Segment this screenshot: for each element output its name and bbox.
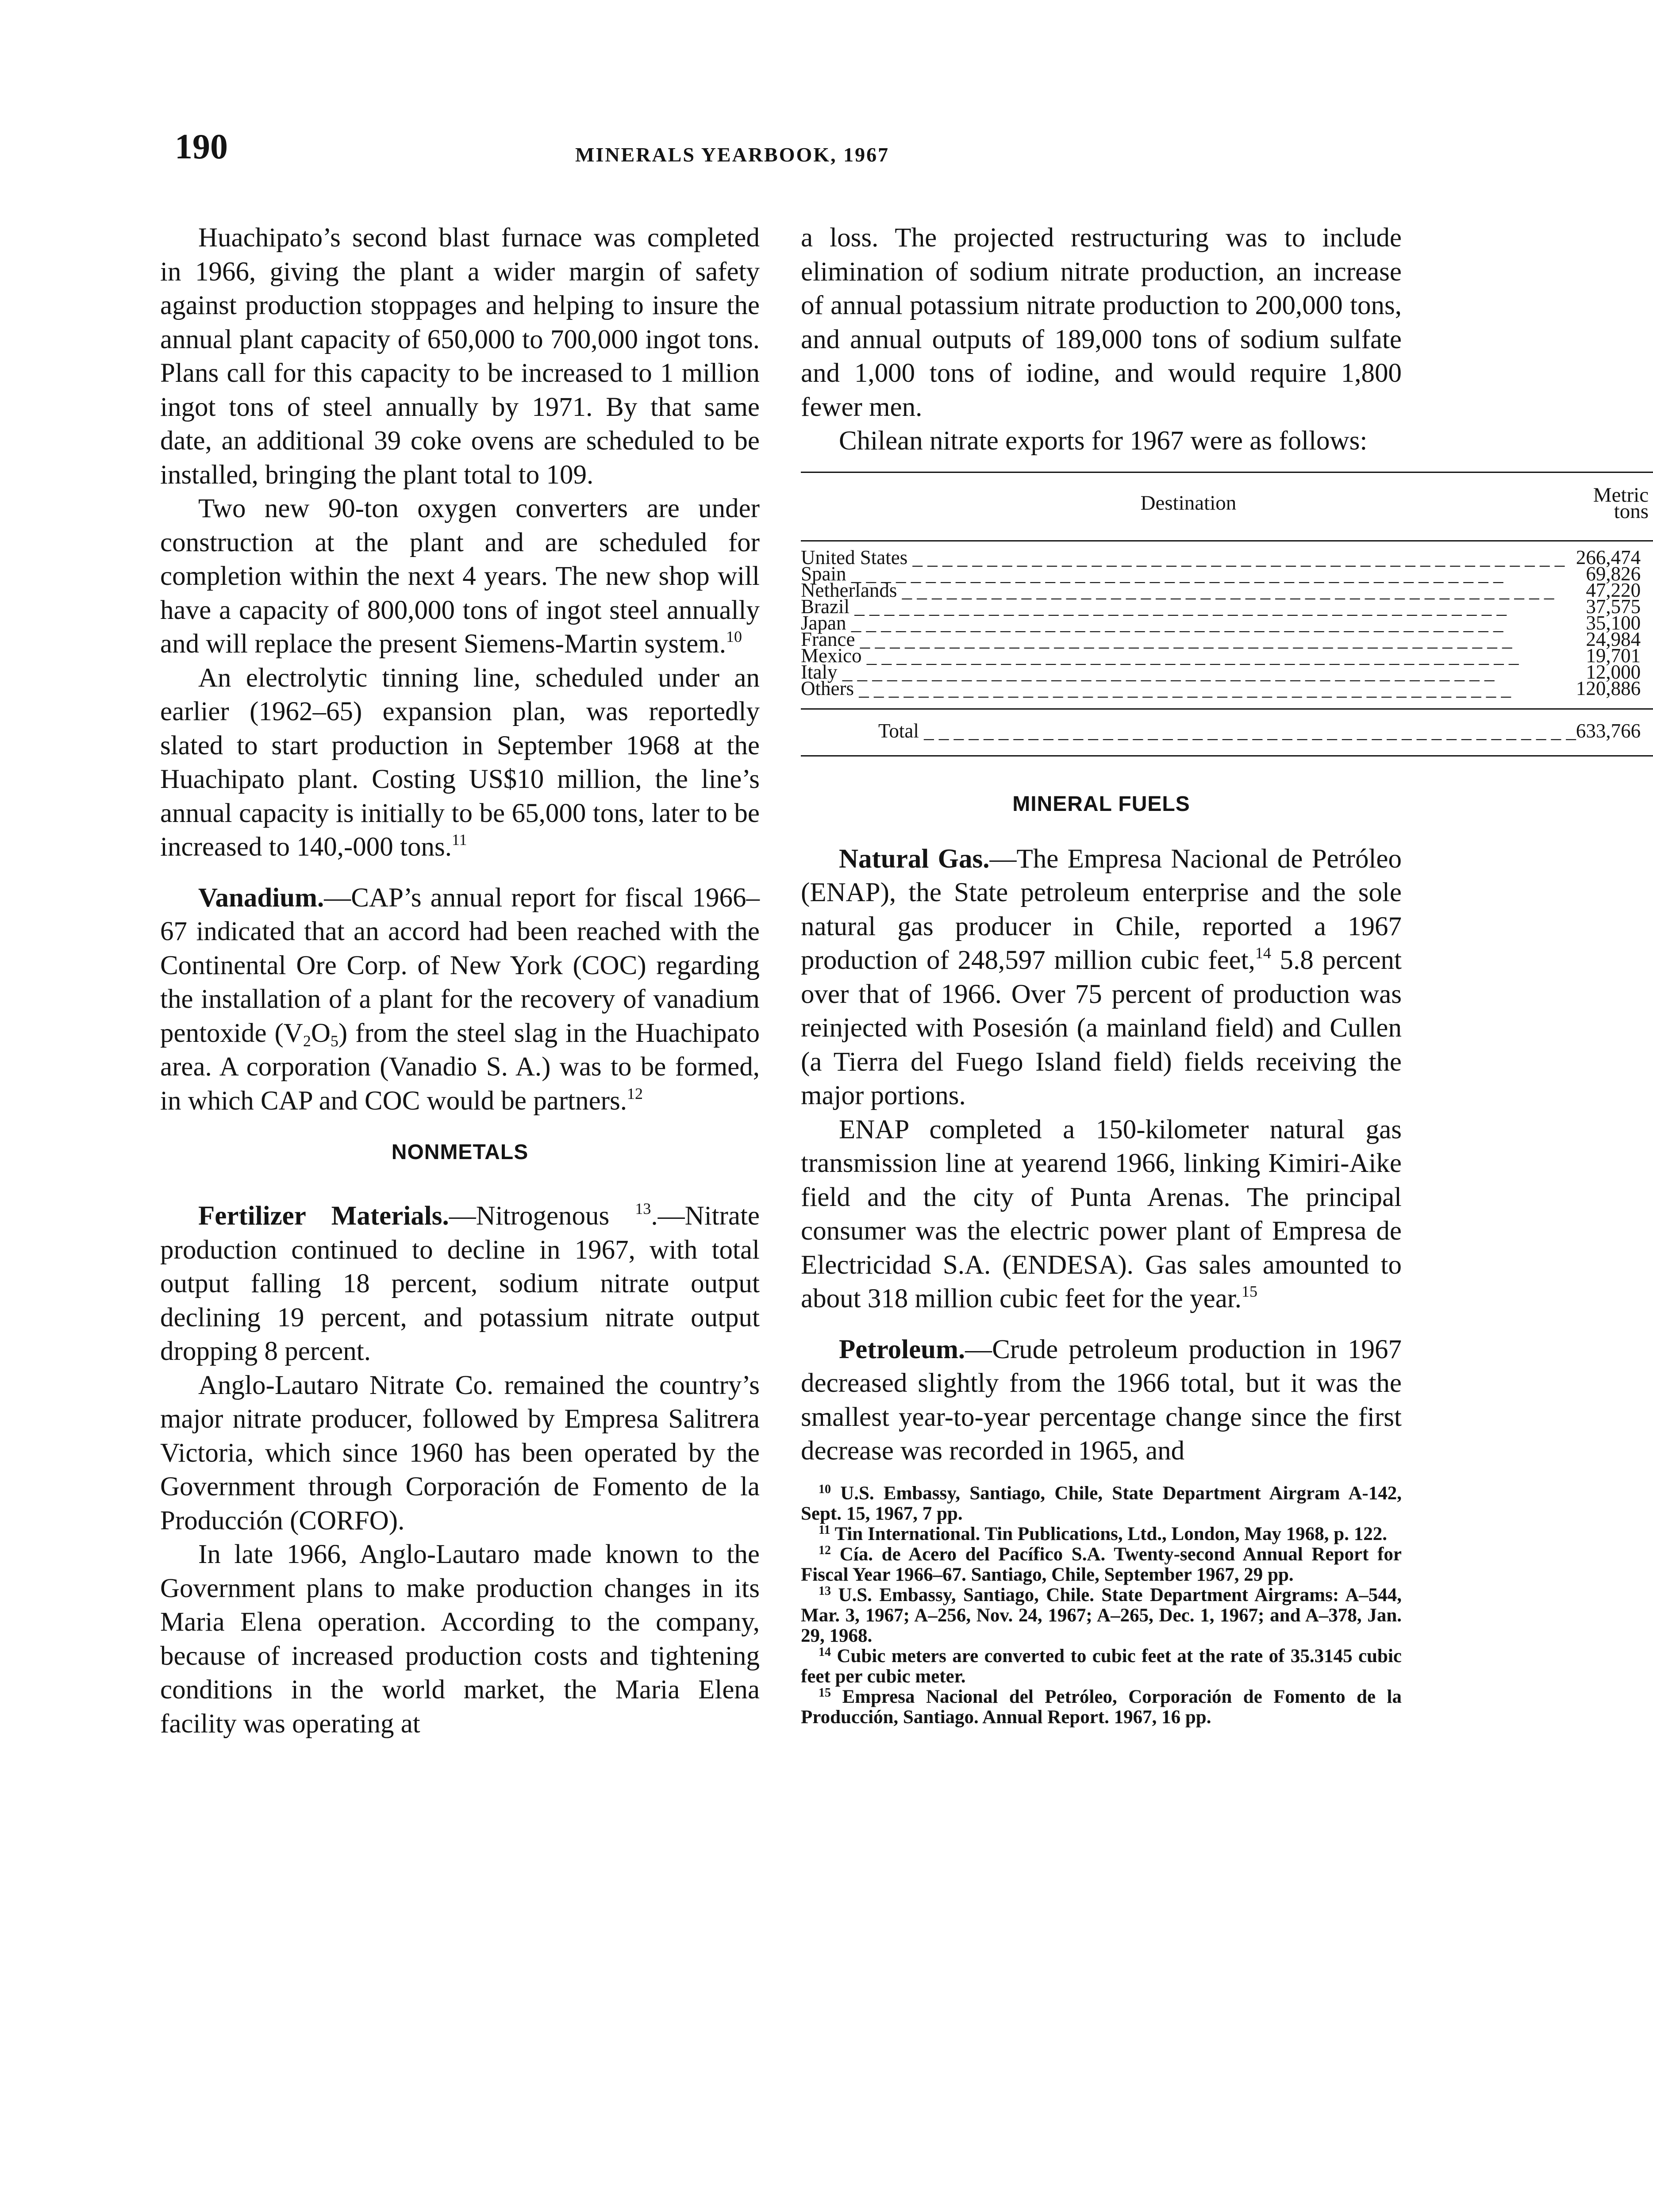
cell-tons: 266,474 [1576, 546, 1641, 568]
paragraph-text: ENAP completed a 150-kilometer natural gas transmission line at yearend 1966, linking Kimiri-Aike field and the city of Punta Arenas. The principal consumer was the electric power plant of Empresa de Electricidad S.A. (ENDESA). Gas sales amounted to about 318 million cubic feet for the year. [801, 1114, 1402, 1313]
paragraph-text: —Nitrogenous [449, 1201, 635, 1231]
paragraph-text: O [311, 1018, 331, 1048]
paragraph-petroleum [801, 1333, 1402, 1468]
footnote [801, 1646, 1402, 1687]
paragraph-text: .—Nitrate production continued to decline in 1967, with total output falling 18 percent, sodium nitrate output declining 19 percent, and potassium nitrate output dropping 8 percent. [160, 1201, 760, 1366]
paragraph-text: ) from the steel slag in the Huachipato area. A corporation (Vanadio S. A.) was to be formed, in which CAP and COC would be partners. [160, 1018, 760, 1116]
cell-total-label: Total _ _ _ [878, 720, 1576, 742]
cell-destination: Italy _ _ _ [801, 661, 1494, 683]
paragraph-blast-furnace: Huachipato’s second blast furnace was completed in 1966, giving the plant a wider margin of safety against production stoppages and helping to insure the annual plant capacity of 650,000 to 700,000 ingot tons. Plans call for this capacity to be increased to 1 million ingot tons of steel annually by 1971. By that same date, an additional 39 coke ovens are scheduled to be installed, bringing the plant total to 109. [160, 223, 760, 490]
paragraph-text: Two new 90-ton oxygen converters are under construction at the plant and are scheduled for completion within the next 4 years. The new shop will have a capacity of 800,000 tons of ingot steel annually and will replace the present Siemens-Martin system. [160, 494, 760, 659]
subscript: 5 [330, 1032, 338, 1050]
footnote-text: U.S. Embassy, Santiago, Chile, State Department Airgram A-142, Sept. 15, 1967, 7 pp. [801, 1482, 1402, 1524]
cell-destination: Others _ _ _ [801, 677, 1511, 699]
footnote-ref: 10 [726, 628, 742, 645]
paragraph-vanadium [160, 881, 760, 1118]
footnote-ref: 12 [627, 1084, 643, 1102]
footnote [801, 1483, 1402, 1524]
paragraph-natural-gas [801, 842, 1402, 1113]
footnote-number: 10 [819, 1482, 831, 1496]
paragraph-oxygen-converters [160, 492, 760, 661]
paragraph-fertilizer [160, 1199, 760, 1369]
cell-destination: Brazil _ _ _ [801, 595, 1507, 618]
cell-destination: France _ _ _ [801, 628, 1512, 650]
cell-tons: 47,220 [1586, 579, 1641, 601]
footnote-text: U.S. Embassy, Santiago, Chile. State Department Airgrams: A–544, Mar. 3, 1967; A–256, Nov. 24, 1967; A–265, Dec. 1, 1967; and A–378, Jan. 29, 1968. [801, 1584, 1402, 1646]
table-row [801, 541, 1653, 566]
table-row [801, 680, 1653, 709]
cell-destination: Netherlands _ _ _ [801, 579, 1554, 601]
footnote-text: Tin International. Tin Publications, Ltd., London, May 1968, p. 122. [834, 1523, 1387, 1544]
paragraph-enap [801, 1113, 1402, 1316]
paragraph-text: An electrolytic tinning line, scheduled under an earlier (1962–65) expansion plan, was reportedly slated to start production in September 1968 at the Huachipato plant. Costing US$10 million, the line’s annual capacity is initially to be 65,000 tons, later to be increased to 140,-000 tons. [160, 663, 760, 862]
footnote-text: Cubic meters are converted to cubic feet at the rate of 35.3145 cubic feet per cubic meter. [801, 1645, 1402, 1687]
footnote-text: Empresa Nacional del Petróleo, Corporación de Fomento de la Producción, Santiago. Annual Report. 1967, 16 pp. [801, 1686, 1402, 1728]
footnote-ref: 11 [452, 831, 467, 849]
run-in-heading-petroleum: Petroleum. [839, 1334, 965, 1364]
cell-tons: 12,000 [1586, 661, 1641, 683]
column-header-destination: Destination [801, 472, 1576, 541]
footnote [801, 1524, 1402, 1544]
cell-tons: 35,100 [1586, 611, 1641, 634]
paragraph-continuation: a loss. The projected restructuring was to include elimination of sodium nitrate production, an increase of annual potassium nitrate production to 200,000 tons, and annual outputs of 189,000 tons of sodium sulfate and 1,000 tons of iodine, and would require 1,800 fewer men. [801, 223, 1402, 422]
footnote-ref: 13 [635, 1200, 651, 1217]
footnote [801, 1687, 1402, 1728]
footnote-text: Cía. de Acero del Pacífico S.A. Twenty-second Annual Report for Fiscal Year 1966–67. Santiago, Chile, September 1967, 29 pp. [801, 1544, 1402, 1585]
cell-tons: 24,984 [1586, 628, 1641, 650]
footnote [801, 1544, 1402, 1585]
cell-tons: 19,701 [1586, 644, 1641, 667]
footnote-number: 15 [819, 1686, 831, 1700]
column-header-metric-tons: Metric tons [1576, 472, 1653, 541]
footnote-number: 11 [819, 1523, 830, 1537]
footnote-ref: 14 [1255, 944, 1271, 962]
paragraph-text: —The Empresa Nacional de Petróleo (ENAP), the State petroleum enterprise and the sole natural gas producer in Chile, reported a 1967 production of 248,597 million cubic feet, [801, 844, 1402, 975]
paragraph-text: 5.8 percent over that of 1966. Over 75 percent of production was reinjected with Posesión (a mainland field) and Cullen (a Tierra del Fuego Island field) fields receiving the major portions. [801, 945, 1402, 1110]
paragraph-exports-intro: Chilean nitrate exports for 1967 were as follows: [839, 426, 1368, 456]
paragraph-late-1966: In late 1966, Anglo-Lautaro made known to the Government plans to make production changes in its Maria Elena operation. According to the company, because of increased production costs and tightening conditions in the world market, the Maria Elena facility was operating at [160, 1540, 760, 1739]
footnote-ref: 15 [1242, 1283, 1258, 1300]
paragraph-text: —Crude petroleum production in 1967 decreased slightly from the 1966 total, but it was the smallest year-to-year percentage change since the first decrease was recorded in 1965, and [801, 1334, 1402, 1466]
paragraph-text: —CAP’s annual report for fiscal 1966–67 indicated that an accord had been reached with the Continental Ore Corp. of New York (COC) regarding the installation of a plant for the recovery of vanadium pentoxide (V [160, 883, 760, 1048]
paragraph-anglo-lautaro: Anglo-Lautaro Nitrate Co. remained the country’s major nitrate producer, followed by Empresa Salitrera Victoria, which since 1960 has been operated by the Government through Corporación de Fomento de la Producción (CORFO). [160, 1370, 760, 1536]
cell-destination: Japan _ _ _ [801, 612, 1503, 634]
cell-tons: 37,575 [1586, 595, 1641, 618]
running-title: MINERALS YEARBOOK, 1967 [575, 143, 890, 166]
left-column [160, 221, 760, 1741]
footnote-number: 13 [819, 1584, 831, 1598]
footnotes [801, 1483, 1402, 1728]
footnote-number: 14 [819, 1645, 831, 1659]
cell-destination: Spain _ _ _ [801, 563, 1503, 585]
cell-total-value: 633,766 [1576, 709, 1653, 756]
run-in-heading-fertilizer: Fertilizer Materials. [198, 1201, 449, 1231]
page-number: 190 [175, 127, 228, 166]
section-heading-nonmetals: NONMETALS [391, 1141, 529, 1164]
footnote-number: 12 [819, 1543, 831, 1557]
run-in-heading-natural-gas: Natural Gas. [839, 844, 990, 874]
cell-tons: 120,886 [1576, 677, 1641, 699]
footnote [801, 1585, 1402, 1646]
table-total-row [801, 709, 1653, 756]
section-heading-mineral-fuels: MINERAL FUELS [1012, 792, 1190, 816]
nitrate-exports-table [801, 472, 1653, 757]
paragraph-tinning-line [160, 661, 760, 864]
cell-destination: United States _ _ _ [801, 546, 1565, 568]
subscript: 2 [303, 1032, 311, 1050]
right-column [801, 221, 1649, 1728]
cell-destination: Mexico _ _ _ [801, 645, 1518, 667]
table-header-row [801, 472, 1653, 541]
cell-tons: 69,826 [1586, 562, 1641, 585]
run-in-heading-vanadium: Vanadium. [198, 883, 324, 913]
